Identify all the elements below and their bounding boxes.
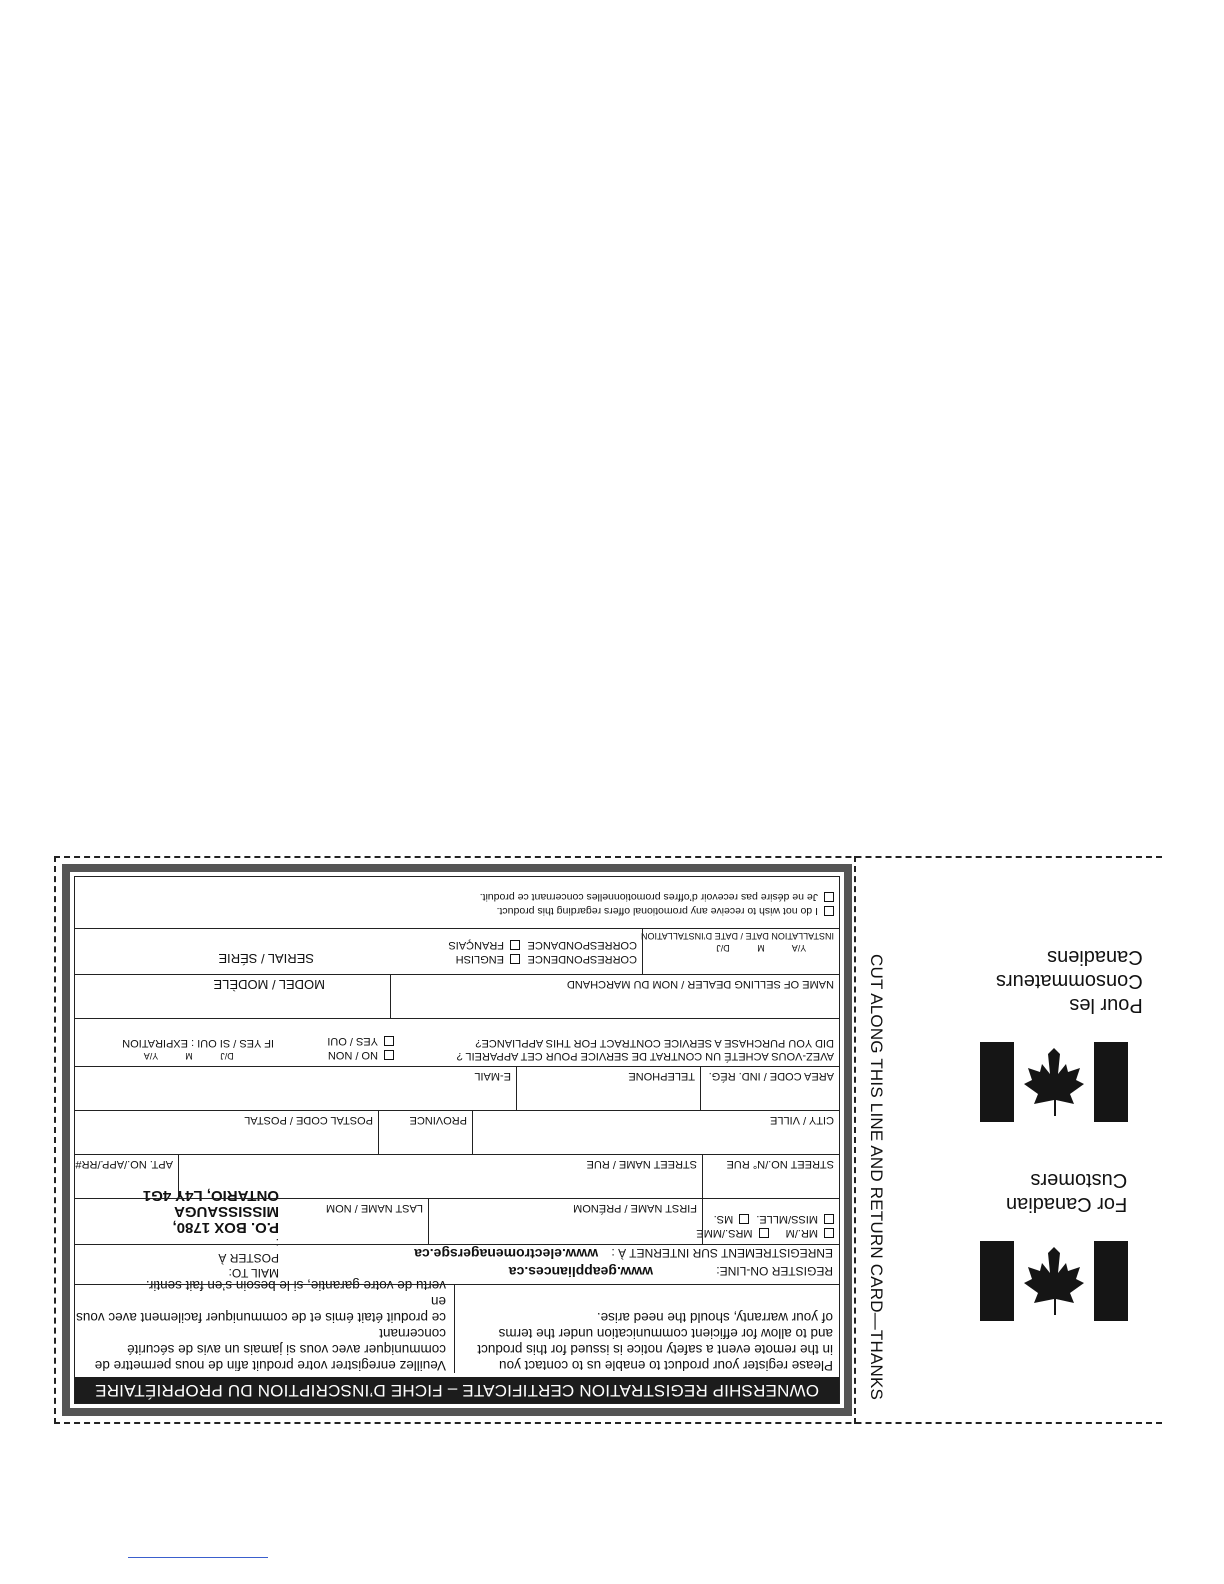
title-cell — [696, 1199, 839, 1244]
service-contract-row — [75, 1019, 839, 1067]
canadian-customers-label — [1006, 1168, 1127, 1216]
service-question — [399, 1019, 839, 1066]
optout-fr-label: Je ne désire pas recevoir d’offres promotionnelles concernant ce produit. — [479, 891, 818, 903]
dealer-label: NAME OF SELLING DEALER / NOM DU MARCHAND — [566, 978, 834, 990]
correspondence-label-cell — [525, 929, 643, 974]
last-name-label: LAST NAME / NOM — [326, 1202, 423, 1214]
city-field[interactable] — [473, 1111, 839, 1154]
flag-bar-left — [980, 1241, 1014, 1321]
exp-month: M — [185, 1051, 193, 1061]
flag-bar-right — [1094, 1241, 1128, 1321]
flag-label-line: Pour les — [1069, 994, 1143, 1016]
serial-label: SERIAL / SÉRIE — [218, 951, 314, 966]
street-row — [75, 1155, 839, 1199]
optout-en-label: I do not wish to receive any promotional offers regarding this product. — [496, 905, 818, 917]
street-no-label: STREET NO./N° RUE — [726, 1158, 834, 1170]
mail-address-line-1: P.O. BOX 1780, MISSISSAUGA — [172, 1203, 279, 1236]
title-ms-label: MS. — [713, 1213, 734, 1225]
model-label: MODEL / MODÈLE — [213, 977, 325, 992]
postal-code-field[interactable] — [75, 1111, 379, 1154]
canada-flag-icon — [980, 1241, 1128, 1321]
registration-card — [62, 864, 852, 1416]
register-fr-url[interactable]: www.electromenagersge.ca — [414, 1246, 599, 1262]
first-name-field[interactable] — [429, 1199, 703, 1244]
service-yes-label: YES / OUI — [327, 1035, 378, 1047]
title-mrs-checkbox[interactable] — [759, 1228, 769, 1238]
title-mr-label: MR./M — [785, 1227, 818, 1239]
optout-en-checkbox[interactable] — [824, 906, 834, 916]
maple-leaf-icon — [1024, 1046, 1084, 1118]
province-field[interactable] — [379, 1111, 473, 1154]
telephone-field[interactable] — [517, 1067, 701, 1110]
install-date-field[interactable] — [640, 929, 839, 974]
service-expiration-field[interactable] — [75, 1019, 279, 1066]
street-no-field[interactable] — [703, 1155, 839, 1198]
card-banner: OWNERSHIP REGISTRATION CERTIFICATE – FICHE D’INSCRIPTION DU PROPRIÉTAIRE — [75, 1377, 839, 1403]
area-code-field[interactable] — [701, 1067, 839, 1110]
mail-to-label: MAIL TO: — [228, 1266, 279, 1280]
exp-day: D/J — [220, 1051, 234, 1061]
english-checkbox[interactable] — [510, 954, 520, 964]
service-yes-no — [299, 1019, 399, 1066]
intro-fr-line: vertu de votre garantie, si le besoin s’en fait sentir. — [145, 1278, 446, 1293]
intro-fr-line: Veuillez enregistrer votre produit afin de nous permettre de — [94, 1358, 446, 1373]
optout-fr-checkbox[interactable] — [824, 892, 834, 902]
intro-en-line: and to allow for efficient communication under the terms — [498, 1326, 833, 1341]
install-year: Y/A — [791, 943, 807, 953]
title-mrs-label: MRS./MME — [696, 1227, 753, 1239]
first-name-label: FIRST NAME / PRÉNOM — [573, 1202, 697, 1214]
province-label: PROVINCE — [409, 1114, 467, 1126]
intro-en-line: Please register your product to enable us to contact you — [499, 1358, 833, 1373]
francais-label: FRANÇAIS — [448, 939, 504, 951]
dealer-field[interactable] — [391, 975, 839, 1018]
postal-code-label: POSTAL CODE / POSTAL — [244, 1114, 373, 1126]
expiration-label: IF YES / SI OUI : EXPIRATION — [122, 1037, 274, 1049]
apt-no-field[interactable] — [75, 1155, 179, 1198]
cut-line-bottom — [54, 1422, 1162, 1424]
register-online — [509, 1264, 833, 1280]
title-ms-checkbox[interactable] — [739, 1214, 749, 1224]
cut-instruction-wrap — [864, 954, 888, 1401]
register-online-label: REGISTER ON-LINE: — [716, 1264, 833, 1278]
correspondence-en: CORRESPONDENCE — [527, 953, 637, 965]
install-row — [75, 929, 839, 975]
correspondence-fr: CORRESPONDANCE — [527, 939, 637, 951]
city-label: CITY / VILLE — [770, 1114, 834, 1126]
install-day: D/J — [716, 943, 730, 953]
flag-bar-left — [980, 1042, 1014, 1122]
exp-year: Y/A — [143, 1051, 159, 1061]
link-underline[interactable] — [128, 1557, 268, 1558]
last-name-field[interactable] — [75, 1199, 429, 1244]
optout-options — [75, 869, 839, 928]
phone-row — [75, 1067, 839, 1111]
street-name-label: STREET NAME / RUE — [586, 1158, 697, 1170]
install-date-label: INSTALLATION DATE / DATE D’INSTALLATION — [640, 931, 834, 941]
service-question-en: DID YOU PURCHASE A SERVICE CONTRACT FOR THIS APPLIANCE? — [475, 1037, 834, 1049]
language-options — [415, 929, 525, 974]
service-question-fr: AVEZ-VOUS ACHETÉ UN CONTRAT DE SERVICE POUR CET APPAREIL ? — [456, 1050, 834, 1062]
register-online-url[interactable]: www.geappliances.ca — [508, 1264, 653, 1280]
email-field[interactable] — [75, 1067, 517, 1110]
install-ymd — [648, 942, 834, 970]
mail-address-line-2: ONTARIO, L4Y 4G1 — [142, 1187, 279, 1204]
title-miss-checkbox[interactable] — [824, 1214, 834, 1224]
name-row — [75, 1199, 839, 1245]
intro-section — [75, 1278, 839, 1373]
model-field[interactable] — [75, 975, 391, 1018]
register-fr-label: ENREGISTREMENT SUR INTERNET À : — [611, 1246, 833, 1260]
dealer-row — [75, 975, 839, 1019]
flag-label-line: Customers — [1030, 1169, 1128, 1191]
flag-label-line: Canadiens — [1047, 946, 1143, 968]
optout-row — [75, 869, 839, 929]
english-label: ENGLISH — [455, 953, 504, 965]
canadian-consumers-label — [996, 945, 1143, 1017]
title-mr-checkbox[interactable] — [824, 1228, 834, 1238]
expiration-ymd — [80, 1049, 274, 1062]
telephone-label: TELEPHONE — [628, 1070, 695, 1082]
intro-french — [65, 1278, 455, 1373]
mail-fr-label: POSTER À : — [218, 1236, 279, 1265]
area-code-label: AREA CODE / IND. RÉG. — [708, 1070, 834, 1082]
service-yes-checkbox[interactable] — [384, 1036, 394, 1046]
cut-line-top — [54, 856, 1162, 858]
install-month: M — [757, 943, 765, 953]
service-no-label: NO / NON — [327, 1049, 378, 1061]
title-miss-label: MISS/MLLE. — [756, 1213, 818, 1225]
maple-leaf-icon — [1024, 1245, 1084, 1317]
intro-fr-line: communiquer avec vous si jamais un avis de sécurité concernant — [127, 1326, 446, 1357]
serial-field[interactable] — [75, 929, 319, 974]
intro-english — [463, 1285, 833, 1373]
canada-flag-icon — [980, 1042, 1128, 1122]
apt-no-label: APT. NO./APP./RR# — [75, 1158, 173, 1170]
flag-label-line: For Canadian — [1006, 1193, 1128, 1215]
cut-line-left — [54, 856, 56, 1424]
flag-label-line: Consommateurs — [996, 970, 1143, 992]
service-no-checkbox[interactable] — [384, 1050, 394, 1060]
cut-instruction: CUT ALONG THIS LINE AND RETURN CARD—THANKS — [867, 954, 886, 1401]
intro-en-line: of your warranty, should the need arise. — [596, 1310, 833, 1325]
register-french — [414, 1246, 833, 1262]
intro-fr-line: ce produit était émis et de communiquer facilement avec vous en — [76, 1294, 446, 1325]
city-row — [75, 1111, 839, 1155]
flag-bar-right — [1094, 1042, 1128, 1122]
intro-en-line: in the remote event a safety notice is issued for this product — [477, 1342, 833, 1357]
cut-line-middle — [854, 856, 856, 1424]
street-name-field[interactable] — [179, 1155, 703, 1198]
francais-checkbox[interactable] — [510, 940, 520, 950]
email-label: E-MAIL — [474, 1070, 511, 1082]
